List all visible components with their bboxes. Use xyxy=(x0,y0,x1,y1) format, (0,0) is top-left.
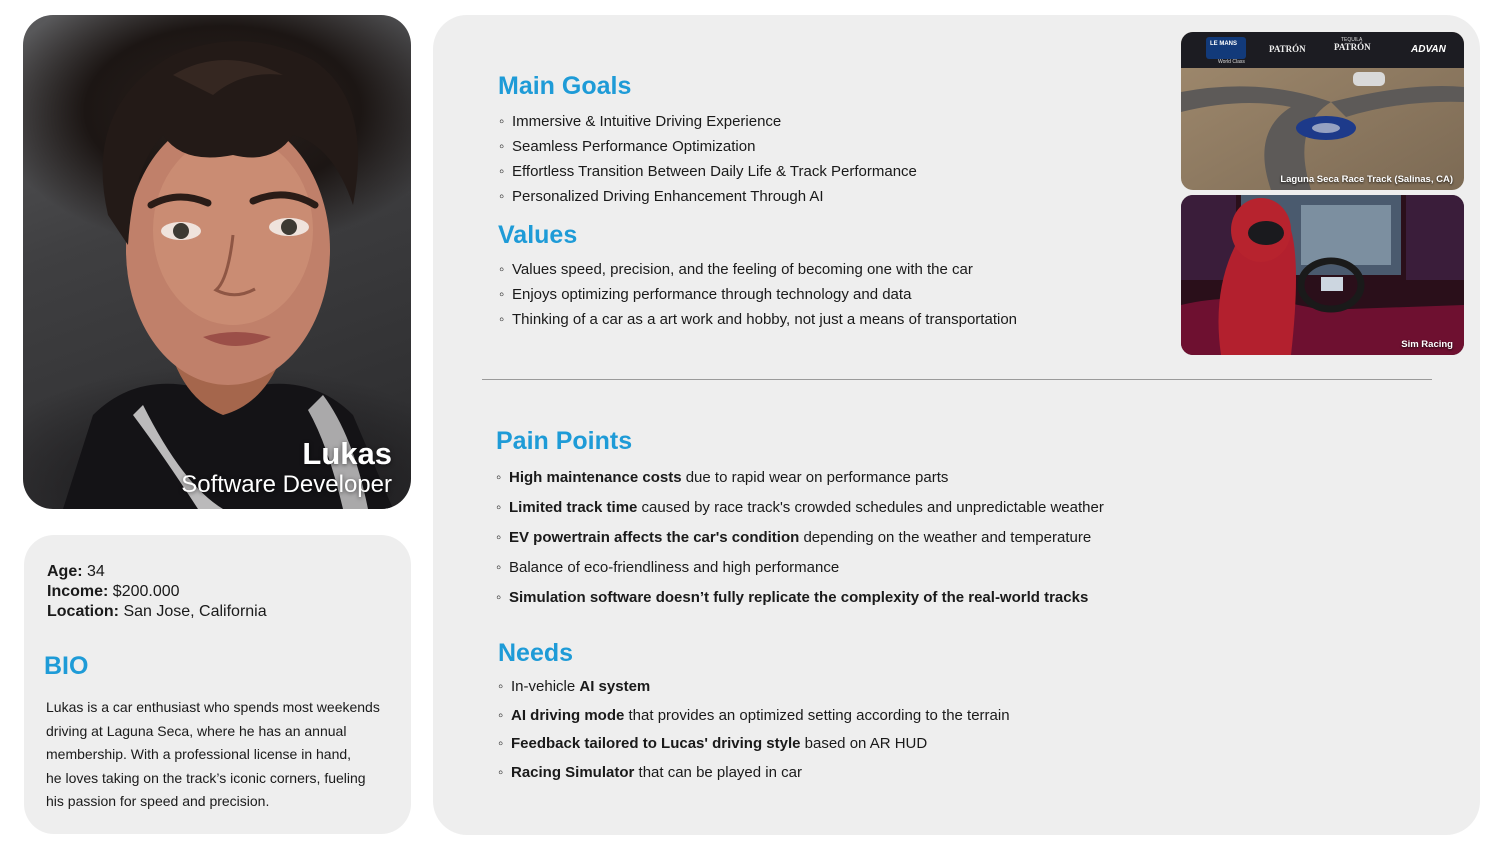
location-value: San Jose, California xyxy=(119,603,267,620)
needs-pre: In-vehicle xyxy=(511,678,580,695)
pain-points-title: Pain Points xyxy=(496,427,633,455)
age-stat xyxy=(47,562,105,582)
list-item: ◦ Effortless Transition Between Daily Life & Track Performance xyxy=(499,162,917,187)
age-label: Age: xyxy=(47,563,83,580)
section-divider xyxy=(482,379,1432,380)
race-track-image xyxy=(1181,32,1464,190)
values-list xyxy=(499,260,1017,335)
list-item xyxy=(496,558,1104,588)
track-photo xyxy=(1181,32,1464,190)
banner-small-tequila: TEQUILA xyxy=(1341,37,1363,43)
list-item: ◦ Immersive & Intuitive Driving Experience xyxy=(499,112,917,137)
sim-photo-caption: Sim Racing xyxy=(1401,339,1453,350)
list-item xyxy=(496,528,1104,558)
bio-line: driving at Laguna Seca, where he has an annual xyxy=(46,722,347,739)
list-item xyxy=(496,498,1104,528)
pain-rest: Balance of eco-friendliness and high performance xyxy=(509,559,840,576)
location-label: Location: xyxy=(47,603,119,620)
banner-sign-patron-1: PATRÓN xyxy=(1269,44,1306,54)
income-label: Income: xyxy=(47,583,109,600)
list-item: ◦ Personalized Driving Enhancement Through AI xyxy=(499,187,917,212)
needs-list xyxy=(498,677,1010,791)
income-stat xyxy=(47,582,180,602)
banner-sign-lemans: LE MANS xyxy=(1210,41,1237,47)
list-item xyxy=(496,468,1104,498)
list-item xyxy=(496,588,1104,618)
needs-title: Needs xyxy=(498,639,574,667)
list-item xyxy=(498,706,1010,735)
values-title: Values xyxy=(498,221,578,249)
pain-bold: Limited track time xyxy=(509,499,638,516)
needs-rest: that can be played in car xyxy=(634,763,802,781)
portrait-illustration xyxy=(23,15,411,509)
pain-points-list xyxy=(496,468,1104,618)
list-item xyxy=(498,734,1010,763)
list-item: ◦ Enjoys optimizing performance through technology and data xyxy=(499,285,1017,310)
list-item: ◦ Seamless Performance Optimization xyxy=(499,137,917,162)
main-goals-title: Main Goals xyxy=(498,72,632,100)
banner-sign-patron-2: PATRÓN xyxy=(1334,42,1371,52)
pain-bold: High maintenance costs xyxy=(509,469,682,486)
profile-name: Lukas xyxy=(302,436,392,471)
list-item xyxy=(498,763,1010,792)
income-value: $200.000 xyxy=(108,583,180,600)
needs-bold: AI driving mode xyxy=(511,706,625,724)
profile-portrait xyxy=(23,15,411,509)
banner-sign-advan: ADVAN xyxy=(1411,44,1446,55)
main-goals-list xyxy=(499,112,917,212)
sim-photo xyxy=(1181,195,1464,355)
bio-line: Lukas is a car enthusiast who spends most weekends xyxy=(46,699,380,715)
bio-title: BIO xyxy=(44,652,89,680)
age-value: 34 xyxy=(82,563,105,580)
needs-rest: based on AR HUD xyxy=(800,735,928,752)
pain-bold: Simulation software doesn’t fully replicate the complexity of the real-world tracks xyxy=(509,589,1089,606)
list-item: ◦ Values speed, precision, and the feeling of becoming one with the car xyxy=(499,260,1017,285)
needs-bold: AI system xyxy=(579,678,651,695)
needs-bold: Feedback tailored to Lucas' driving style xyxy=(511,735,801,752)
needs-rest: that provides an optimized setting according to the terrain xyxy=(624,706,1010,724)
sim-racing-image xyxy=(1181,195,1464,355)
list-item xyxy=(498,677,1010,706)
bio-line: membership. With a professional license in hand, xyxy=(46,746,352,762)
bio-line: he loves taking on the track’s iconic corners, fueling xyxy=(46,769,366,786)
pain-rest: caused by race track's crowded schedules and unpredictable weather xyxy=(637,499,1104,516)
list-item: ◦ Thinking of a car as a art work and hobby, not just a means of transportation xyxy=(499,310,1017,335)
bio-line: his passion for speed and precision. xyxy=(46,793,270,809)
track-photo-caption: Laguna Seca Race Track (Salinas, CA) xyxy=(1280,174,1453,185)
needs-bold: Racing Simulator xyxy=(511,763,635,781)
pain-rest: depending on the weather and temperature xyxy=(799,529,1092,546)
info-card xyxy=(24,535,411,834)
banner-small-worldclass: World Class xyxy=(1218,59,1245,65)
location-stat xyxy=(47,602,267,622)
pain-rest: due to rapid wear on performance parts xyxy=(681,469,949,486)
profile-role: Software Developer xyxy=(181,471,392,498)
pain-bold: EV powertrain affects the car's condition xyxy=(509,529,800,546)
bio-text xyxy=(46,696,396,814)
